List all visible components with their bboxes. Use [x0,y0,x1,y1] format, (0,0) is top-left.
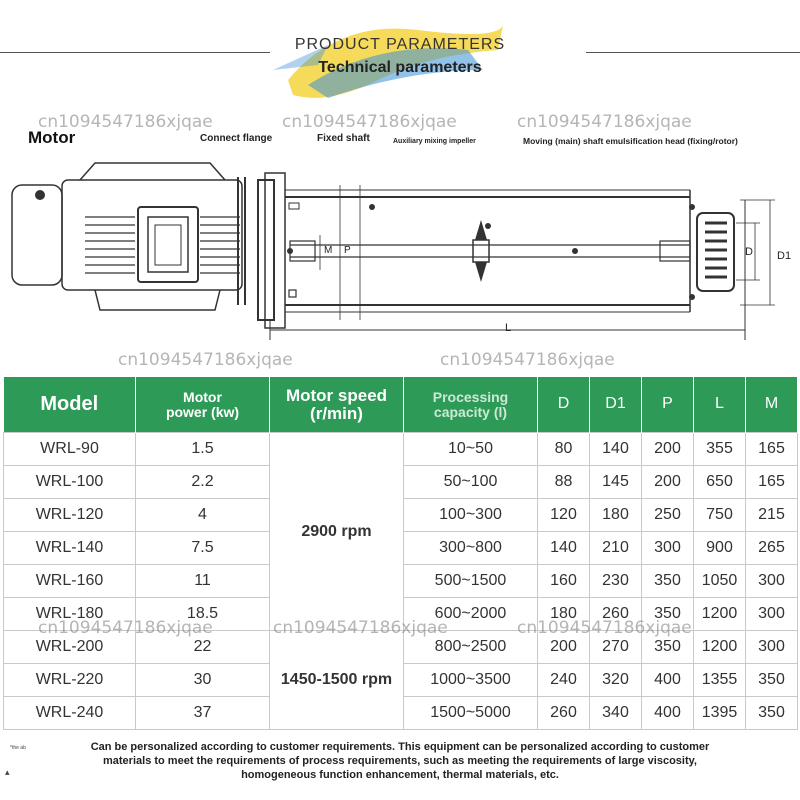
watermark: cn1094547186xjqae [118,350,293,370]
cell-power: 37 [136,697,270,730]
cell-p: 300 [642,532,694,565]
cell-d1: 145 [590,466,642,499]
cell-m: 350 [746,697,798,730]
cell-d: 160 [538,565,590,598]
header-capacity [404,377,538,433]
cell-capacity: 500~1500 [404,565,538,598]
cell-motor-speed: 2900 rpm [270,433,404,631]
cell-d: 260 [538,697,590,730]
cell-d: 88 [538,466,590,499]
cell-m: 300 [746,631,798,664]
cell-d1: 140 [590,433,642,466]
cell-m: 350 [746,664,798,697]
cell-m: 165 [746,433,798,466]
header-line: Motor speed [285,385,388,405]
cell-model: WRL-100 [4,466,136,499]
header-motor-speed [270,377,404,433]
cell-power: 4 [136,499,270,532]
header-line: Motor [183,388,222,405]
cell-p: 400 [642,664,694,697]
cell-model: WRL-240 [4,697,136,730]
cell-d: 200 [538,631,590,664]
cell-p: 200 [642,466,694,499]
dimension-D1-label: D1 [777,250,792,262]
header-D: D [538,377,590,433]
header-line: Processing [432,388,509,405]
footnote-line: Can be personalized according to customer requirements. This equipment can be personalized according to customer [90,741,710,753]
footnote-line: homogeneous function enhancement, thermal materials, etc. [241,768,559,781]
connect-flange-label: Connect flange [200,133,273,144]
cell-power: 11 [136,565,270,598]
cell-p: 250 [642,499,694,532]
table-row [4,433,798,466]
cell-d: 140 [538,532,590,565]
cell-p: 350 [642,631,694,664]
cell-m: 300 [746,598,798,631]
cell-d: 180 [538,598,590,631]
spec-table [3,377,798,730]
cell-capacity: 100~300 [404,499,538,532]
cell-capacity: 1500~5000 [404,697,538,730]
watermark: cn1094547186xjqae [517,618,692,638]
cell-d: 240 [538,664,590,697]
moving-head-label: Moving (main) shaft emulsification head (fixing/rotor) [523,136,738,146]
cell-d1: 270 [590,631,642,664]
cell-m: 215 [746,499,798,532]
header-line: power (kw) [165,403,240,420]
cell-l: 1395 [694,697,746,730]
brush-stroke-decoration [268,10,508,100]
cell-power: 30 [136,664,270,697]
machine-drawing [0,145,800,345]
header-subtitle: Technical parameters [318,59,482,76]
watermark: cn1094547186xjqae [38,112,213,132]
cell-power: 2.2 [136,466,270,499]
cell-capacity: 1000~3500 [404,664,538,697]
watermark: cn1094547186xjqae [440,350,615,370]
note-prefix: *the ab [10,745,26,751]
header-line: capacity (l) [433,403,508,420]
cell-d1: 180 [590,499,642,532]
header-motor-power [136,377,270,433]
dimension-P-label: P [344,245,351,256]
cell-power: 22 [136,631,270,664]
cell-model: WRL-90 [4,433,136,466]
cell-l: 355 [694,433,746,466]
header-L: L [694,377,746,433]
cell-l: 1200 [694,631,746,664]
motor-label: Motor [28,128,76,147]
cell-power: 18.5 [136,598,270,631]
cell-capacity: 10~50 [404,433,538,466]
cell-d1: 230 [590,565,642,598]
dimension-M-label: M [324,245,333,256]
fixed-shaft-label: Fixed shaft [317,133,370,144]
cell-d1: 210 [590,532,642,565]
dimension-D-label: D [745,246,753,258]
header-D1: D1 [590,377,642,433]
cell-model: WRL-160 [4,565,136,598]
cell-m: 165 [746,466,798,499]
cell-l: 1200 [694,598,746,631]
watermark: cn1094547186xjqae [273,618,448,638]
corner-mark-icon: ▴ [5,767,10,777]
cell-power: 1.5 [136,433,270,466]
watermark: cn1094547186xjqae [517,112,692,132]
watermark: cn1094547186xjqae [282,112,457,132]
cell-d1: 320 [590,664,642,697]
cell-l: 650 [694,466,746,499]
cell-p: 350 [642,598,694,631]
header-model: Model [4,377,136,433]
cell-l: 1355 [694,664,746,697]
cell-power: 7.5 [136,532,270,565]
cell-p: 350 [642,565,694,598]
cell-capacity: 300~800 [404,532,538,565]
header-title: PRODUCT PARAMETERS [294,36,506,53]
cell-m: 300 [746,565,798,598]
cell-model: WRL-140 [4,532,136,565]
header-P: P [642,377,694,433]
cell-model: WRL-220 [4,664,136,697]
footnote [0,741,800,782]
cell-model: WRL-180 [4,598,136,631]
cell-model: WRL-120 [4,499,136,532]
cell-d: 120 [538,499,590,532]
cell-p: 200 [642,433,694,466]
cell-d: 80 [538,433,590,466]
cell-l: 900 [694,532,746,565]
cell-m: 265 [746,532,798,565]
header-line: (r/min) [310,403,363,423]
cell-d1: 340 [590,697,642,730]
auxiliary-impeller-label: Auxiliary mixing impeller [393,138,476,145]
cell-model: WRL-200 [4,631,136,664]
cell-capacity: 800~2500 [404,631,538,664]
watermark: cn1094547186xjqae [38,618,213,638]
footnote-line: materials to meet the requirements of process requirements, such as meeting the requirements of large viscosity, [103,754,697,767]
cell-capacity: 600~2000 [404,598,538,631]
header-M: M [746,377,798,433]
cell-motor-speed: 1450-1500 rpm [270,631,404,730]
dimension-L-label: L [505,322,512,334]
cell-l: 750 [694,499,746,532]
table-header-row [4,377,798,433]
cell-l: 1050 [694,565,746,598]
cell-p: 400 [642,697,694,730]
cell-capacity: 50~100 [404,466,538,499]
cell-d1: 260 [590,598,642,631]
